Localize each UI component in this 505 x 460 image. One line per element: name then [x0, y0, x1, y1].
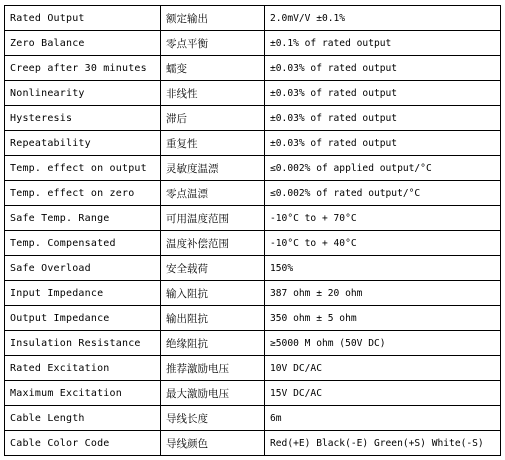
spec-value-cell: ≤0.002% of applied output/°C	[265, 156, 501, 181]
chinese-name-cell: 蠕变	[161, 56, 265, 81]
spec-value-cell: ±0.1% of rated output	[265, 31, 501, 56]
spec-row	[5, 331, 501, 356]
chinese-name-cell: 重复性	[161, 131, 265, 156]
param-name-cell: Temp. effect on zero	[5, 181, 161, 206]
chinese-name-cell: 额定输出	[161, 6, 265, 31]
param-name-cell: Insulation Resistance	[5, 331, 161, 356]
param-name-cell: Input Impedance	[5, 281, 161, 306]
specification-table	[4, 5, 501, 456]
param-name-cell: Safe Temp. Range	[5, 206, 161, 231]
spec-value-cell: Red(+E) Black(-E) Green(+S) White(-S)	[265, 431, 501, 456]
spec-row	[5, 431, 501, 456]
spec-value-cell: ≤0.002% of rated output/°C	[265, 181, 501, 206]
chinese-name-cell: 温度补偿范围	[161, 231, 265, 256]
chinese-name-cell: 输入阻抗	[161, 281, 265, 306]
param-name-cell: Output Impedance	[5, 306, 161, 331]
spec-row	[5, 56, 501, 81]
param-name-cell: Temp. Compensated	[5, 231, 161, 256]
chinese-name-cell: 零点平衡	[161, 31, 265, 56]
spec-row	[5, 206, 501, 231]
param-name-cell: Rated Excitation	[5, 356, 161, 381]
chinese-name-cell: 非线性	[161, 81, 265, 106]
spec-row	[5, 131, 501, 156]
param-name-cell: Rated Output	[5, 6, 161, 31]
spec-value-cell: 350 ohm ± 5 ohm	[265, 306, 501, 331]
param-name-cell: Cable Length	[5, 406, 161, 431]
spec-value-cell: 6m	[265, 406, 501, 431]
spec-value-cell: -10°C to + 40°C	[265, 231, 501, 256]
spec-value-cell: ±0.03% of rated output	[265, 131, 501, 156]
spec-value-cell: 150%	[265, 256, 501, 281]
spec-row	[5, 106, 501, 131]
spec-value-cell: ≥5000 M ohm (50V DC)	[265, 331, 501, 356]
param-name-cell: Zero Balance	[5, 31, 161, 56]
param-name-cell: Maximum Excitation	[5, 381, 161, 406]
spec-row	[5, 281, 501, 306]
chinese-name-cell: 绝缘阻抗	[161, 331, 265, 356]
spec-row	[5, 306, 501, 331]
chinese-name-cell: 推荐激励电压	[161, 356, 265, 381]
spec-row	[5, 256, 501, 281]
chinese-name-cell: 输出阻抗	[161, 306, 265, 331]
spec-row	[5, 181, 501, 206]
spec-value-cell: ±0.03% of rated output	[265, 56, 501, 81]
chinese-name-cell: 滞后	[161, 106, 265, 131]
spec-row	[5, 381, 501, 406]
spec-row	[5, 356, 501, 381]
param-name-cell: Safe Overload	[5, 256, 161, 281]
chinese-name-cell: 最大激励电压	[161, 381, 265, 406]
spec-value-cell: 15V DC/AC	[265, 381, 501, 406]
spec-row	[5, 231, 501, 256]
specification-table-body	[5, 6, 501, 456]
chinese-name-cell: 导线颜色	[161, 431, 265, 456]
param-name-cell: Nonlinearity	[5, 81, 161, 106]
param-name-cell: Repeatability	[5, 131, 161, 156]
spec-value-cell: ±0.03% of rated output	[265, 106, 501, 131]
spec-value-cell: 10V DC/AC	[265, 356, 501, 381]
spec-row	[5, 81, 501, 106]
spec-row	[5, 6, 501, 31]
param-name-cell: Temp. effect on output	[5, 156, 161, 181]
chinese-name-cell: 安全载荷	[161, 256, 265, 281]
spec-row	[5, 31, 501, 56]
spec-row	[5, 156, 501, 181]
chinese-name-cell: 灵敏度温漂	[161, 156, 265, 181]
param-name-cell: Cable Color Code	[5, 431, 161, 456]
spec-value-cell: 2.0mV/V ±0.1%	[265, 6, 501, 31]
spec-row	[5, 406, 501, 431]
spec-value-cell: -10°C to + 70°C	[265, 206, 501, 231]
param-name-cell: Hysteresis	[5, 106, 161, 131]
chinese-name-cell: 导线长度	[161, 406, 265, 431]
spec-value-cell: 387 ohm ± 20 ohm	[265, 281, 501, 306]
chinese-name-cell: 可用温度范围	[161, 206, 265, 231]
param-name-cell: Creep after 30 minutes	[5, 56, 161, 81]
spec-value-cell: ±0.03% of rated output	[265, 81, 501, 106]
chinese-name-cell: 零点温漂	[161, 181, 265, 206]
